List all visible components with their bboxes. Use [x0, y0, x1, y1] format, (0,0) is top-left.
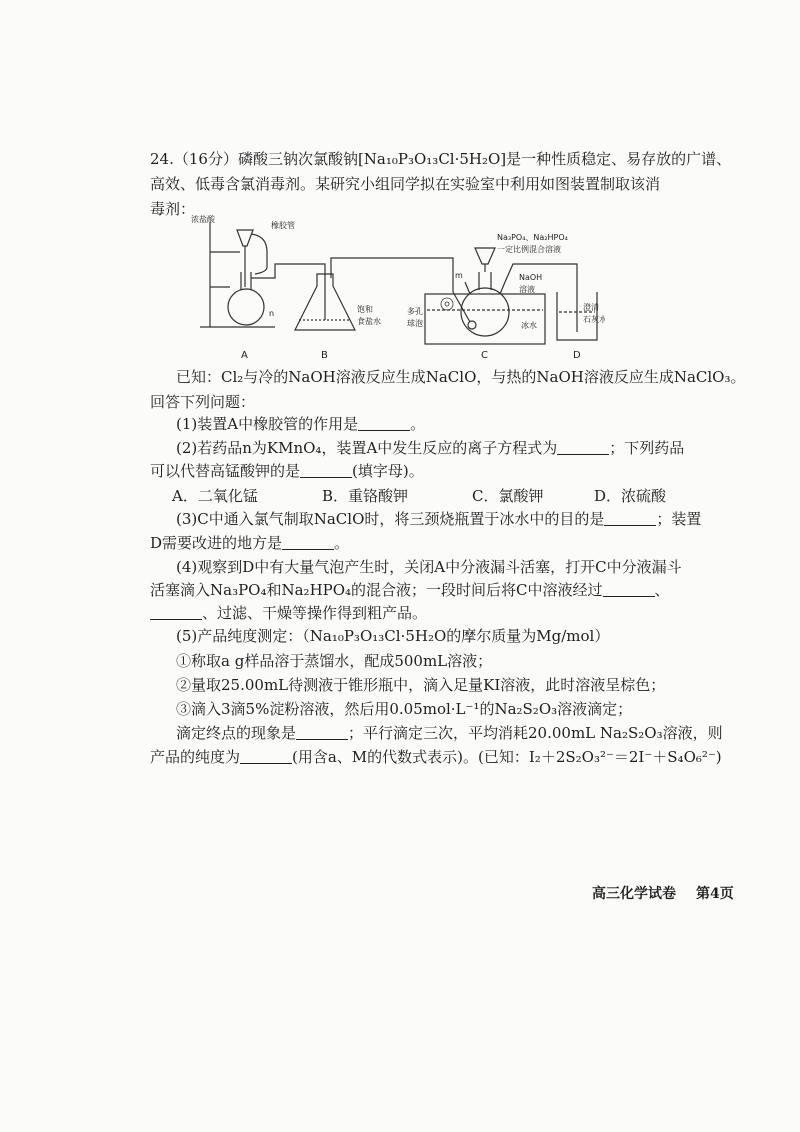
label-C: C [481, 350, 488, 361]
label-limewater-2: 石灰水 [583, 315, 605, 324]
label-sat-nacl-1: 饱和 [357, 305, 373, 314]
option-c: C．氯酸钾 [472, 487, 544, 505]
label-ice-water: 冰水 [521, 321, 537, 330]
question-line-2: 高效、低毒含氯消毒剂。某研究小组同学拟在实验室中利用如图装置制取该消 [150, 175, 661, 193]
q3-text-c: D需要改进的地方是 [150, 534, 283, 552]
q2-line-2 [150, 461, 424, 481]
q4-blank-2[interactable] [150, 605, 202, 620]
q1-text: (1)装置A中橡胶管的作用是 [176, 415, 359, 433]
q3-line-2 [150, 533, 349, 553]
label-naoh-2: 溶液 [519, 285, 535, 294]
q3-text-a: (3)C中通入氯气制取NaClO时，将三颈烧瓶置于冰水中的目的是 [176, 510, 605, 528]
answer-prompt: 回答下列问题： [150, 393, 256, 411]
question-header: 24.（16分）磷酸三钠次氯酸钠[Na₁₀P₃O₁₃Cl·5H₂O]是一种性质稳定、易存放的广谱、 [150, 150, 732, 168]
label-conc-hcl: 浓盐酸 [191, 215, 215, 224]
label-reagents-2: 一定比例混合溶液 [497, 245, 561, 254]
label-porous-2: 球泡 [407, 319, 423, 328]
label-naoh-1: NaOH [519, 273, 543, 282]
label-A: A [241, 350, 248, 361]
label-rubber-tube: 橡胶管 [271, 221, 295, 230]
purity-line [150, 747, 722, 767]
purity-blank[interactable] [240, 749, 292, 764]
label-D: D [573, 350, 581, 361]
q5-line: (5)产品纯度测定：（Na₁₀P₃O₁₃Cl·5H₂O的摩尔质量为Mg/mol） [176, 627, 610, 645]
q4-line-2 [150, 580, 670, 600]
label-porous-1: 多孔 [407, 307, 423, 316]
q2-blank-1[interactable] [557, 440, 609, 455]
footer-subject: 高三化学试卷 [592, 886, 676, 902]
q2-text-b: ；下列药品 [609, 439, 685, 457]
q4-line-1: (4)观察到D中有大量气泡产生时，关闭A中分液漏斗活塞，打开C中分液漏斗 [176, 558, 682, 576]
q3-text-d: 。 [334, 534, 350, 552]
endpoint-blank[interactable] [296, 725, 348, 740]
option-d: D．浓硫酸 [594, 487, 667, 505]
q4-line-3 [150, 603, 427, 623]
apparatus-figure [185, 212, 605, 372]
apparatus-diagram [185, 212, 605, 372]
purity-text-a: 产品的纯度为 [150, 748, 241, 766]
q1-end: 。 [410, 415, 426, 433]
q3-blank-2[interactable] [282, 535, 334, 550]
label-m: m [455, 271, 463, 280]
endpoint-text-a: 滴定终点的现象是 [176, 724, 297, 742]
q3-text-b: ；装置 [656, 510, 702, 528]
endpoint-line [176, 723, 723, 743]
q2-text-a: (2)若药品n为KMnO₄，装置A中发生反应的离子方程式为 [176, 439, 558, 457]
label-limewater-1: 澄清 [583, 303, 599, 312]
step-3: ③滴入3滴5%淀粉溶液，然后用0.05mol·L⁻¹的Na₂S₂O₃溶液滴定； [176, 700, 633, 718]
q4-text-c: 、 [654, 581, 670, 599]
q3-blank-1[interactable] [604, 511, 656, 526]
label-reagents-1: Na₃PO₄、Na₂HPO₄ [497, 233, 568, 242]
q3-line-1 [176, 509, 701, 529]
q2-text-c: 可以代替高锰酸钾的是 [150, 462, 301, 480]
step-1: ①称取a g样品溶于蒸馏水，配成500mL溶液； [176, 652, 493, 670]
question-line-3: 毒剂： [150, 200, 196, 218]
q2-text-d: (填字母)。 [352, 462, 424, 480]
q2-line-1 [176, 438, 684, 458]
label-B: B [321, 350, 328, 361]
q1-line [176, 414, 425, 434]
q4-text-b: 活塞滴入Na₃PO₄和Na₂HPO₄的混合液；一段时间后将C中溶液经过 [150, 581, 603, 599]
known-condition: 已知：Cl₂与冷的NaOH溶液反应生成NaClO，与热的NaOH溶液反应生成NaClO₃。 [176, 368, 746, 386]
q1-blank[interactable] [358, 416, 410, 431]
endpoint-text-b: ；平行滴定三次，平均消耗20.00mL Na₂S₂O₃溶液，则 [348, 724, 723, 742]
q2-blank-2[interactable] [300, 463, 352, 478]
option-a: A．二氧化锰 [172, 487, 258, 505]
label-sat-nacl-2: 食盐水 [357, 317, 381, 326]
label-n: n [269, 309, 275, 318]
step-2: ②量取25.00mL待测液于锥形瓶中，滴入足量KI溶液，此时溶液呈棕色； [176, 676, 666, 694]
q4-text-d: 、过滤、干燥等操作得到粗产品。 [202, 604, 428, 622]
purity-text-b: (用含a、M的代数式表示)。(已知：I₂＋2S₂O₃²⁻＝2I⁻＋S₄O₆²⁻) [292, 748, 722, 766]
q4-blank-1[interactable] [603, 582, 655, 597]
option-b: B．重铬酸钾 [322, 487, 409, 505]
footer-page: 第4页 [696, 886, 734, 902]
